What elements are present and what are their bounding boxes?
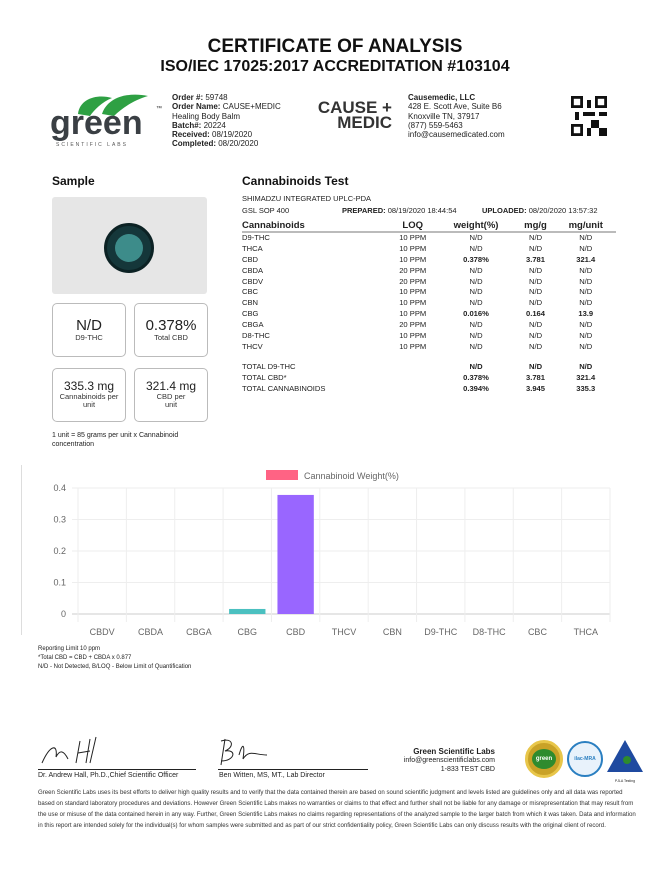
table-cell: N/D: [469, 276, 483, 286]
column-header: LOQ: [389, 219, 437, 232]
table-cell: N/D: [528, 287, 543, 297]
green-badge: green: [525, 740, 563, 778]
signatory-1: Dr. Andrew Hall, Ph.D.,Chief Scientific Officer: [38, 772, 179, 779]
stat-box: 321.4 mg CBD per unit: [134, 368, 208, 422]
disclaimer: Green Scientific Labs uses its best efforts to deliver high quality results and to verify that the data contained therein are based on sound scientific judgment and levels listed are guidelines only and all data was reported based on standard laboratory procedures and deviations. However Green Scientific Labs makes no warranties or claims to that effect and further shall not be liable for any damage or misrepresentation that may result from the use or misuse of the data contained herein in any way. Further, Green Scientific Labs makes no claims regarding representations of the analyzed sample to the larger batch from which it was taken. Data and information in this report are intended solely for the individual(s) for whom samples were submitted and as part of our strict confidentiality policy, Green Scientific Labs can only discuss results with the original client of record.: [38, 789, 636, 829]
pjla-label: PJLA Testing: [614, 779, 636, 783]
table-cell: 3.945: [526, 383, 546, 393]
table-cell: 3.781: [526, 372, 546, 382]
ilac-mra-badge: ilac-MRA: [567, 741, 603, 777]
table-cell: N/D: [579, 341, 593, 351]
y-tick-label: 0: [60, 609, 66, 619]
x-tick-label: THCV: [331, 627, 357, 637]
test-heading: Cannabinoids Test: [242, 174, 349, 188]
column-header: mg/unit: [556, 219, 617, 232]
table-cell: 10 PPM: [399, 287, 427, 297]
green-scientific-labs-logo: [50, 92, 168, 154]
table-row: [242, 297, 616, 308]
table-row: [242, 286, 616, 297]
table-cell: N/D: [528, 361, 543, 371]
sample-image: [52, 197, 207, 294]
x-tick-label: THCA: [573, 627, 599, 637]
table-cell: N/D: [469, 361, 483, 371]
cannabinoid-chart: [22, 462, 652, 642]
table-cell: N/D: [528, 265, 543, 275]
page-subtitle: ISO/IEC 17025:2017 ACCREDITATION #103104: [160, 58, 510, 75]
table-cell: 0.378%: [463, 372, 489, 382]
column-header: Cannabinoids: [242, 219, 389, 232]
y-tick-label: 0.2: [53, 546, 66, 556]
table-cell: N/D: [469, 287, 483, 297]
table-cell: 0.394%: [463, 383, 489, 393]
table-cell: TOTAL CBD*: [242, 372, 287, 382]
table-cell: 13.9: [578, 309, 594, 319]
table-row: [242, 330, 616, 341]
table-cell: 0.378%: [463, 254, 489, 264]
table-row: [242, 308, 616, 319]
signature-hall: [40, 735, 110, 767]
table-cell: N/D: [528, 330, 543, 340]
column-header: mg/g: [516, 219, 556, 232]
column-header: weight(%): [437, 219, 516, 232]
table-cell: N/D: [579, 243, 593, 253]
table-row: [242, 265, 616, 276]
table-cell: N/D: [579, 298, 593, 308]
table-cell: 0.016%: [463, 309, 489, 319]
x-tick-label: CBN: [382, 627, 402, 637]
table-cell: [389, 361, 437, 372]
table-cell: 321.4: [576, 254, 596, 264]
sample-heading: Sample: [52, 174, 95, 188]
table-cell: 3.781: [526, 254, 546, 264]
table-cell: 10 PPM: [399, 254, 427, 264]
stat-box: 335.3 mg Cannabinoids per unit: [52, 368, 126, 422]
y-tick-label: 0.1: [53, 577, 66, 588]
table-cell: 10 PPM: [399, 298, 427, 308]
table-cell: CBGA: [242, 320, 264, 330]
table-cell: 20 PPM: [399, 276, 427, 286]
client-info: Causemedic, LLC 428 E. Scott Ave, Suite B6 Knoxville TN, 37917 (877) 559-5463 info@causemedicated.com: [408, 93, 505, 140]
table-cell: 321.4: [576, 372, 596, 382]
table-cell: N/D: [469, 265, 483, 275]
table-cell: N/D: [528, 243, 543, 253]
table-cell: N/D: [579, 265, 593, 275]
bar-cbd: [277, 495, 313, 614]
table-cell: N/D: [469, 243, 483, 253]
x-tick-label: CBC: [527, 627, 547, 637]
table-cell: N/D: [528, 320, 543, 330]
table-cell: 10 PPM: [399, 233, 427, 243]
table-cell: N/D: [528, 341, 543, 351]
table-cell: [389, 383, 437, 394]
table-cell: N/D: [469, 233, 483, 243]
table-row: [242, 254, 616, 265]
table-cell: CBN: [242, 298, 259, 308]
table-cell: CBDV: [242, 276, 264, 286]
stat-box: 0.378% Total CBD: [134, 303, 208, 357]
bar-cbg: [229, 609, 265, 614]
y-tick-label: 0.3: [53, 514, 66, 525]
x-tick-label: CBG: [237, 627, 258, 637]
table-row: [242, 341, 616, 352]
table-cell: N/D: [528, 298, 543, 308]
test-meta: GSL SOP 400 PREPARED: 08/19/2020 18:44:54 UPLOADED: 08/20/2020 13:57:32: [242, 206, 598, 215]
table-cell: CBD: [242, 254, 259, 264]
table-cell: CBDA: [242, 265, 264, 275]
cannabinoids-table: [242, 219, 616, 393]
x-tick-label: CBDV: [89, 627, 115, 637]
legend-swatch: [266, 470, 298, 480]
table-cell: 0.164: [526, 309, 546, 319]
lab-contact: Green Scientific Labs info@greenscientificlabs.com 1-833 TEST CBD: [403, 747, 495, 773]
table-cell: N/D: [579, 287, 593, 297]
instrument: SHIMADZU INTEGRATED UPLC-PDA: [242, 194, 372, 203]
table-cell: THCA: [242, 243, 263, 253]
qr-code[interactable]: [571, 96, 607, 136]
table-cell: N/D: [579, 276, 593, 286]
x-tick-label: D8-THC: [472, 627, 506, 637]
table-cell: D8-THC: [242, 330, 270, 340]
x-tick-label: CBD: [286, 627, 306, 637]
table-row: [242, 232, 616, 243]
table-cell: 10 PPM: [399, 341, 427, 351]
table-cell: N/D: [469, 320, 483, 330]
x-tick-label: CBDA: [138, 627, 164, 637]
totals-row: [242, 383, 616, 394]
table-cell: TOTAL D9-THC: [242, 361, 296, 371]
x-tick-label: D9-THC: [424, 627, 458, 637]
table-cell: N/D: [528, 233, 543, 243]
order-info: Order #: 59748 Order Name: CAUSE+MEDIC Healing Body Balm Batch#: 20224 Received: 08/19/2020 Completed: 08/20/2020: [172, 93, 281, 149]
table-cell: N/D: [469, 298, 483, 308]
table-cell: D9-THC: [242, 233, 270, 243]
x-tick-label: CBGA: [186, 627, 212, 637]
table-cell: 20 PPM: [399, 320, 427, 330]
table-cell: 10 PPM: [399, 330, 427, 340]
table-cell: TOTAL CANNABINOIDS: [242, 383, 326, 393]
page-title: CERTIFICATE OF ANALYSIS: [207, 36, 463, 57]
totals-row: [242, 372, 616, 383]
trademark: ™: [156, 106, 162, 112]
table-cell: CBC: [242, 287, 259, 297]
client-logo: CAUSE + MEDIC: [317, 98, 392, 132]
footnotes: Reporting Limit 10 ppm *Total CBD = CBD + CBDA x 0.877 N/D - Not Detected, B/LOQ - Below Limit of Quantification: [38, 646, 192, 670]
totals-row: [242, 361, 616, 372]
table-cell: 10 PPM: [399, 309, 427, 319]
table-row: [242, 319, 616, 330]
logo-tagline: SCIENTIFIC LABS: [56, 142, 128, 148]
table-cell: N/D: [579, 233, 593, 243]
table-cell: N/D: [469, 341, 483, 351]
table-cell: N/D: [469, 330, 483, 340]
table-cell: 10 PPM: [399, 243, 427, 253]
table-cell: [389, 372, 437, 383]
table-cell: CBG: [242, 309, 259, 319]
table-cell: N/D: [528, 276, 543, 286]
table-cell: N/D: [579, 361, 593, 371]
table-row: [242, 276, 616, 287]
legend-label: Cannabinoid Weight(%): [304, 471, 399, 481]
logo-wordmark: green: [50, 104, 143, 142]
table-cell: 335.3: [576, 383, 596, 393]
product-tin: [104, 223, 154, 273]
signatory-2: Ben Witten, MS, MT., Lab Director: [219, 772, 325, 779]
unit-note: 1 unit = 85 grams per unit x Cannabinoid concentration: [52, 432, 179, 448]
table-cell: 20 PPM: [399, 265, 427, 275]
pjla-badge: [605, 738, 645, 778]
y-tick-label: 0.4: [53, 483, 66, 493]
table-cell: N/D: [579, 330, 593, 340]
table-cell: THCV: [242, 341, 263, 351]
signature-witten: [215, 735, 275, 767]
table-cell: N/D: [579, 320, 593, 330]
stat-box: N/D D9-THC: [52, 303, 126, 357]
table-row: [242, 243, 616, 254]
